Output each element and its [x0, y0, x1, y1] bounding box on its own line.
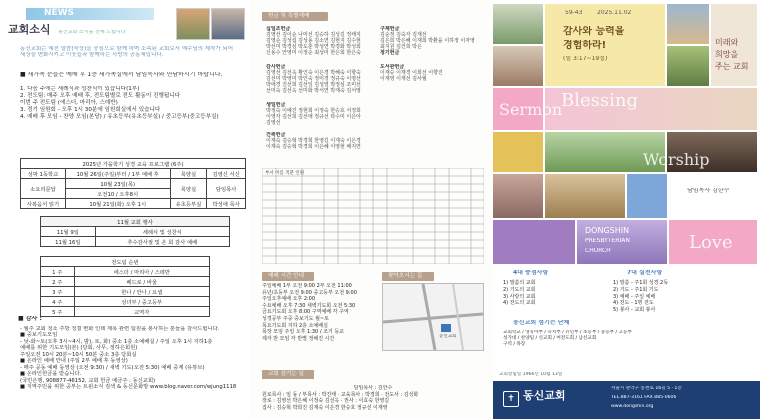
offering-group-thanks [266, 64, 386, 94]
ministry-list [503, 330, 753, 349]
notice-item: 이번 주 전도팀 (에스더, 마리아, 스데반) [20, 99, 118, 106]
table-cell: 성녀부 / 중고등부 [74, 297, 210, 307]
table-cell: 사복음서 읽기 [21, 199, 66, 209]
group-line: 박애경 진선희 김선일 김성열 박정심 조미선 [266, 82, 361, 89]
practice-title: 7대 실천사항 [627, 270, 663, 276]
slogan-line: 희망을 [715, 50, 739, 59]
table-row [41, 227, 230, 237]
church-logo-icon: ✝ [503, 391, 519, 407]
info-line: ■ 온라인 예배 안내 (주일 2부 예배 후 동영상) [20, 358, 128, 365]
group-title: 건축헌금 [266, 132, 286, 138]
newcomer-notice: ■ 새가족 분들은 예배 후 1층 새가족실에서 담임목사와 면담하시기 바랍니다. [20, 72, 223, 78]
church-en-line: PRESBYTERIAN [585, 238, 630, 244]
table-cell: 2 주 [41, 277, 75, 287]
vision-title: 4대 중점사항 [513, 270, 549, 276]
table-cell: 10월 26일(주일)부터 / 1부 예배 후 [65, 169, 170, 179]
program-table [20, 158, 246, 209]
table-cell: 김영신 서신 [207, 169, 246, 179]
cover-photo [667, 46, 709, 86]
verse-box [545, 4, 665, 86]
issue-date: 59-43 [565, 10, 583, 16]
practice-item: 5) 봉사 - 교회 봉사 [613, 307, 656, 313]
word-blessing: Blessing [561, 90, 638, 111]
notice-item: 4. 예배 후 모임 - 찬양 모임(본당) / 유초등부(유초등부실) / 중고등부(중고등부실) [20, 113, 219, 120]
vision-list [503, 280, 535, 307]
practice-item: 4) 전도 - 1명 전도 [613, 300, 654, 307]
church-url[interactable]: www.dongshin.org [611, 404, 654, 409]
attendance-header: 부서 이름 직분 인원 [265, 171, 305, 176]
schedule-line: 주일오후예배 오후 2:00 [262, 296, 316, 303]
table-row [41, 237, 230, 247]
church-name-block [577, 220, 667, 264]
info-line: ■ 지역주민을 위한 공부는 트윈소식 검색 & 동신문화방 www.blog.naver.com/wjung1118 [20, 384, 237, 391]
table-cell: 11월 9일 [41, 227, 96, 237]
group-line: 김영선 김선옥 황인숙 이은경 박혜숙 이향숙 [266, 70, 361, 77]
offering-group-birthday [266, 102, 386, 126]
table-cell: 오전10 / 오후8시 [65, 189, 170, 199]
news-subtitle: 동신교회 소식을 전해 드립니다 [58, 30, 126, 35]
info-line: ■ 온라인헌금을 받습니다. [20, 371, 82, 378]
info-list [20, 326, 246, 391]
staff-line: 집사 : 김승혁 박희진 김재숙 이은경 한승호 정규선 이재영 [262, 404, 388, 411]
group-title: 도서관헌금 [380, 64, 405, 70]
color-block-blue [627, 174, 667, 218]
church-footer [493, 381, 760, 419]
info-line: - 낮-화~토(오후 3시~4시, 밤), 토, 화) 중소 1층 소예배실 / 주일 오후 1시 지하1층 [20, 338, 213, 345]
pastor-box [669, 174, 757, 218]
church-address: 서울시 관악구 봉천로 16길 5 · 1층 [611, 386, 682, 391]
table-row [21, 179, 246, 189]
church-en-line: CHURCH [585, 248, 611, 254]
table-cell: 11월 16일 [41, 237, 96, 247]
verse-line: 경험하라! [563, 40, 607, 51]
table-cell: 1 주 [41, 267, 75, 277]
staff-line: 담임목사 : 김한수 [353, 385, 393, 391]
table-row [41, 297, 210, 307]
thanks-header: ■ 감사 : [18, 316, 42, 322]
attendance-table [262, 168, 484, 264]
group-line: 이재영 이재선 김사월 [380, 76, 427, 83]
founded-date: 교회창립일 1966년 10월 13일 [499, 372, 563, 377]
cover-photo [493, 46, 543, 86]
news-photo-1 [176, 8, 210, 40]
schedule-line: 성경공부 주중 중보기도 월~토 [262, 315, 329, 322]
table-cell: 소요리문답 [21, 179, 66, 199]
church-en-line: DONGSHIN [585, 226, 630, 235]
word-love: Love [689, 232, 733, 253]
table-cell: 박성애 목사 [207, 199, 246, 209]
word-sermon: Sermon [499, 100, 563, 119]
group-line: 박선미 박경심 박도훈 박성연 박경화 박성희 [266, 44, 361, 51]
cover-photo [493, 4, 543, 44]
church-news-panel [0, 0, 250, 419]
vision-item: 1) 말씀의 교회 [503, 280, 536, 286]
table-cell: 성막 1독학교 [21, 169, 66, 179]
table-row [21, 199, 246, 209]
group-line: 이재승 이재경 이희선 이향진 [380, 70, 443, 77]
table-row [41, 277, 210, 287]
map-header: 찾아오시는 길 [382, 272, 434, 281]
ministry-title: 동신교회 섬기는 단체 [513, 320, 570, 326]
schedule-line: 목장 모임 주일 오후 1:30 / 조기 등교 [262, 329, 344, 336]
news-banner: NEWS [26, 8, 154, 20]
group-line: 김영순 김성섭 김성용 김소연 김현지 김수현 [266, 38, 361, 45]
table-cell: 목양실 [170, 179, 207, 199]
offering-group-building [266, 132, 386, 150]
notice-item: 1. 다음 주에는 세례식과 성찬식이 있습니다(1부) [20, 86, 140, 92]
group-title: 감사헌금 [266, 64, 286, 70]
notice-item: 3. 정기 임원회 - 오후 1시 30분에 임원회실에서 있습니다 [20, 106, 161, 113]
intro-line: 동신교회는 예전 말씀(묵상)을 중심으로 함께 하며 소속된 교회로서 예수님의 제자가 되어 [20, 46, 234, 52]
practice-item: 3) 예배 - 주일 예배 [613, 293, 656, 300]
cover-photo [667, 4, 709, 44]
intro-text [20, 46, 245, 59]
cover-photo [545, 174, 625, 218]
group-title: 십일조헌금 [266, 26, 291, 32]
schedule-header: 예배 시간 안내 [262, 272, 314, 281]
table-row [41, 267, 210, 277]
group-title: 생일헌금 [266, 102, 286, 108]
notice-item: 2. 전도팀: 매주 오후 예배 후, 전도팀별로 전도 활동이 진행됩니다 [20, 92, 181, 99]
offering-group-tithe [266, 26, 386, 56]
table-cell: 3 주 [41, 287, 75, 297]
church-marker-icon [441, 324, 451, 332]
cover-panel [493, 0, 760, 419]
table-cell: 한나 / 안나 / 요셉 [74, 287, 210, 297]
worship-schedule [262, 283, 380, 342]
news-title: 교회소식 [8, 24, 51, 36]
verse-line: 감사와 능력을 [563, 26, 625, 37]
table-cell: 추수감사절 및 온 회 감사 예배 [95, 237, 229, 247]
map-roads [383, 284, 483, 350]
map-church-label: 동신교회 [439, 334, 457, 339]
table-cell: 10월 21일(화) 오후 1시 [65, 199, 170, 209]
group-title: 정기헌금 [380, 50, 400, 57]
table-cell: 베드로 / 바울 [74, 277, 210, 287]
group-line: 선미숙 김선옥 선미화 박서연 박재숙 김서영 [266, 88, 361, 95]
group-line: 김선미 박영미 박인숙 정미경 정규숙 이영선 [266, 76, 361, 83]
group-line: 김영선 김이순 나미선 김승하 김성길 정태지 [266, 32, 361, 39]
schedule-line: 목요기도회 지하 2층 소예배실 [262, 322, 328, 329]
vision-item: 4) 전도의 교회 [503, 300, 536, 307]
group-line: 최지원 김건희 박은 [380, 44, 422, 51]
table-cell: 10월 23일(목) [65, 179, 170, 189]
group-line: 신용수 안영미 이정순 최성미 한은희 한은숙 [266, 50, 361, 57]
color-block-purple [493, 220, 575, 264]
footer-header: 교회 섬기는 일 [262, 370, 314, 379]
color-block-gold [493, 132, 543, 172]
practice-item: 2) 기도 - 주1회 기도 [613, 286, 659, 293]
slogan-box [711, 4, 757, 86]
church-tel: TEL.887-3161 FAX.885-0606 [611, 395, 677, 400]
vision-item: 3) 사랑의 교회 [503, 293, 536, 300]
table-cell: 5 주 [41, 307, 75, 317]
group-title: 구제헌금 [380, 26, 400, 32]
offering-header: 헌금 및 특별예배 [262, 12, 328, 21]
bulletin-date: 2025.11.02 [597, 10, 632, 16]
ministry-item: 성가대 / 찬양팀 / 선교회 / 여전도회 / 남선교회 [503, 336, 597, 342]
group-line: 이영자 김선희 김선애 정규선 곽수미 이은아 [266, 114, 361, 121]
offering-group-relief [380, 26, 486, 56]
group-line: 김영선 [266, 120, 281, 127]
table-row [21, 169, 246, 179]
slogan-line: 미래와 [715, 38, 739, 47]
table-row [41, 287, 210, 297]
schedule-line: 수요예배 오후 7:30 새벽기도회 오전 5:30 [262, 302, 356, 309]
table-cell: 담임목사 [207, 179, 246, 199]
table-cell: 에스더 / 마리아 / 스데반 [74, 267, 210, 277]
events-table [40, 216, 230, 247]
offerings-panel [256, 0, 490, 419]
word-worship: Worship [643, 150, 710, 169]
table-cell: 4 주 [41, 297, 75, 307]
info-line: 예배를 위한 기도모임(본) (당회, 사무, 정하은회원) [20, 345, 138, 352]
table-cell: 세례식 및 성찬식 [95, 227, 229, 237]
info-line: 주일오전 10시 20분~10시 50분 중소 3층 당회실 [20, 351, 137, 358]
schedule-line: 제자 반 모임 각 반별 정해진 시간 [262, 335, 335, 342]
info-line: - 월주 교회 청소 주방 청결 변화 인테 제목 관련 팀원을 봉사하는 분들을 감사드립니다. [20, 326, 220, 332]
schedule-line: 유년/초등부 오전 9:00 중고등부 오전 9:00 [262, 289, 357, 296]
info-line: ■ 중보기도모임 [20, 332, 58, 339]
events-title: 11월 교회 행사 [41, 217, 230, 227]
schedule-line: 주일예배 1부 오전 9:00 2부 오전 11:00 [262, 283, 352, 289]
table-cell: 교역자 [74, 307, 210, 317]
location-map[interactable] [382, 283, 484, 351]
practice-list [613, 280, 668, 314]
intro-line: 세상을 변화시키고 이웃들과 함께하는 사랑의 공동체입니다. [20, 52, 164, 59]
offering-group-library [380, 64, 486, 82]
evangelism-team-table [40, 256, 210, 317]
schedule-line: 금요기도회 오후 8:00 구역예배 각 구역 [262, 309, 349, 316]
info-line: (국민은행, 908877-46152, 교회 헌금 예금주 : 동신교회) [20, 377, 156, 384]
staff-line: 장로 : 김영선 박은혜 이정숙 김선옥 · 권사 : 이효숙 한영길 [262, 398, 390, 404]
practice-item: 1) 말씀 - 주1회 성경 2독 [613, 280, 669, 286]
ministry-item: 교회학교 / 영유아부 / 유치부 / 유년부 / 초등부 / 중등부 / 고등부 [503, 330, 632, 335]
group-line: 이재숙 김승혁 박경희 한영길 이재숙 이은경 [266, 138, 361, 145]
notice-list [20, 86, 246, 121]
group-line: 박정숙 이예진 정현희 이정숙 한승호 서정희 [266, 108, 361, 115]
table-row [41, 307, 210, 317]
group-line: 김순정 김숙자 김재선 [380, 32, 427, 39]
church-name: 동신교회 [523, 390, 566, 402]
staff-list [262, 385, 484, 411]
table-cell: 목양실 [170, 169, 207, 179]
table-cell: 유초등부실 [170, 199, 207, 209]
evangelism-title: 전도팀 순번 [41, 257, 210, 267]
group-line: 김은희 박은혜 이재희 박환을 이하정 이자영 [380, 38, 475, 45]
verse-reference: (빌 3:17~19절) [563, 56, 608, 62]
group-line: 이재숙 김승혁 박경희 이은혜 이영현 배지연 [266, 144, 361, 151]
info-line: - 매주 공동 예배 동영상 (오전 9:30) / 새벽 기도(오전 5:30) 예배 중계 (유튜브) [20, 364, 205, 371]
ministry-item: 구역 / 목장 [503, 342, 526, 348]
news-photo-2 [211, 8, 245, 40]
pastor-name: 담임목사 김한수 [687, 188, 730, 194]
cover-photo [493, 174, 543, 218]
program-title: 2025년 가을학기 성경 교육 프로그램 (6주) [21, 159, 246, 169]
staff-line: 원로목사 : 임 동 / 부목사 : 박진태 · 교육목사 : 박경희 · 전도사 : 김성화 [262, 391, 419, 398]
slogan-line: 주는 교회 [715, 62, 749, 71]
vision-item: 2) 기도의 교회 [503, 286, 536, 293]
